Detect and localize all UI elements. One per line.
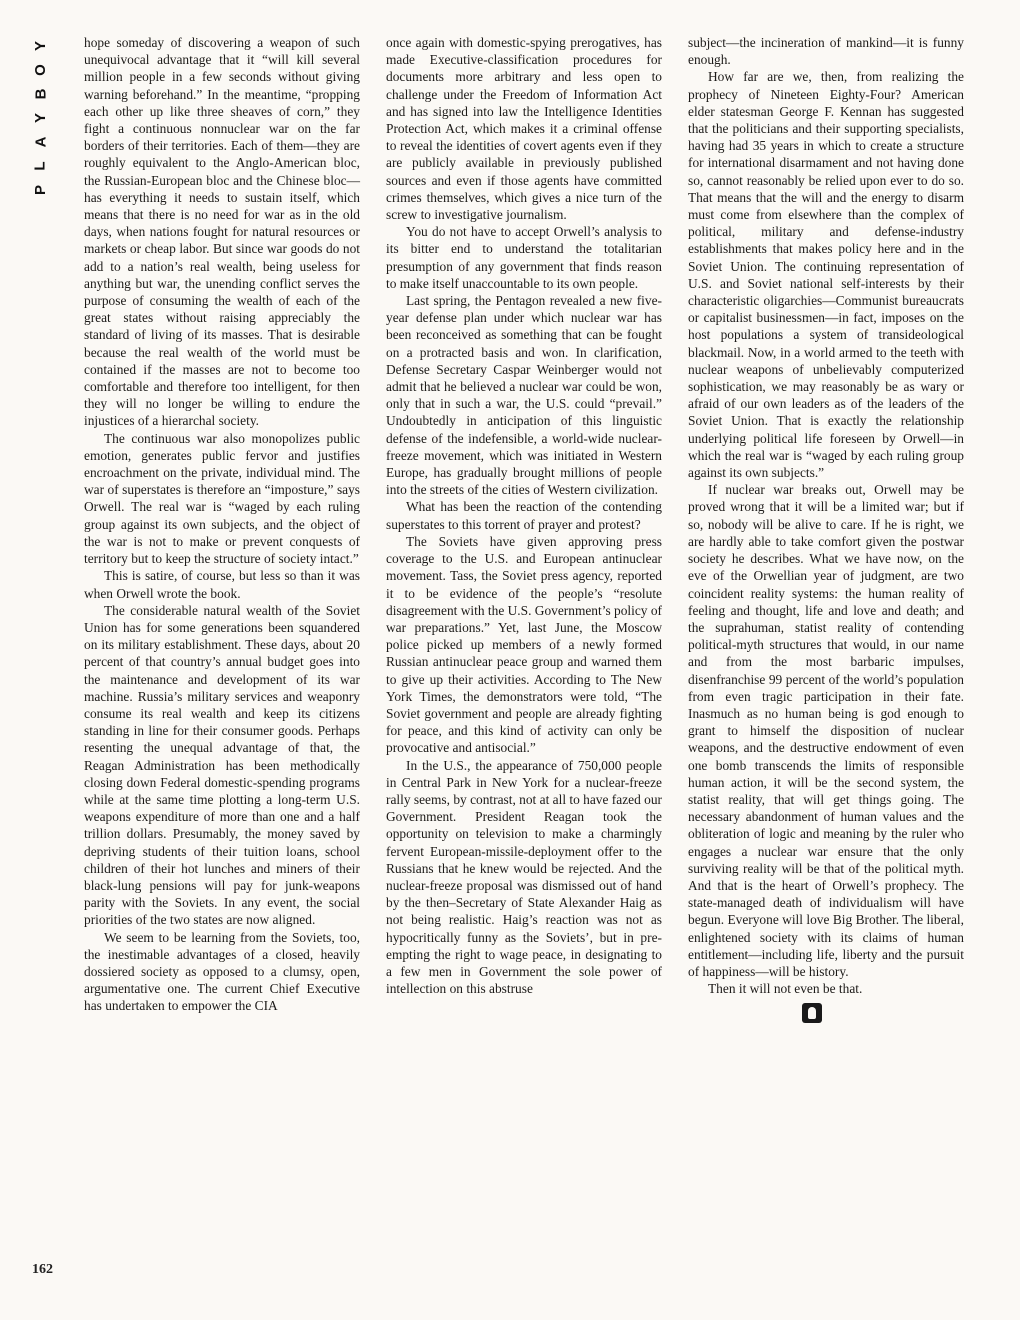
article-paragraph: subject—the incineration of mankind—it is funny enough. [688,35,964,68]
column-3 [688,34,964,1274]
article-paragraph: If nuclear war breaks out, Orwell may be proved wrong that it will be a limited war; but if so, nobody will be alive to care. If he is right, we are hardly able to take comfort given the postwar society he describes. What we have now, on the eve of the Orwellian year of judgment, are two coincident reality systems: the human reality of feeling and thought, life and love and death; and the suprahuman, statist reality of contending political-myth structures that would, in our name and from the most barbaric impulses, disenfranchise 99 percent of the world’s population from even tragic participation in their fate. Inasmuch as no human being is god enough to grant to himself the disposition of nuclear weapons, and the destructive endowment of even one bomb transcends the limits of responsible human action, it will be the second system, the statist reality, that will get things going. The necessary abandonment of human values and the obliteration of logic and meaning by the ruler who engages a nuclear war ensure that the only surviving reality will be that of the political myth. And that is the heart of Orwell’s prophecy. The state-managed death of individualism will have begun. Everyone will love Big Brother. The liberal, enlightened society with its claims of human entitlement—including life, liberty and the pursuit of happiness—will be history. [688,482,964,979]
article-paragraph: hope someday of discovering a weapon of such unequivocal advantage that it “will kill several million people in a few seconds without giving warning beforehand.” In the meantime, “propping each other up like three sheaves of corn,” they fight a continuous nonnuclear war on the far borders of their territories. Each of them—they are roughly equivalent to the Anglo-American bloc, the Russian-European bloc and the Chinese bloc—has everything it needs to sustain itself, which means that there is no need for war as in the old days, when nations fought for natural resources or markets or cheap labor. But since war goods do not add to a nation’s real wealth, being useless for anything but war, the unending conflict serves the purpose of consuming the wealth of each of the great states without raising appreciably the standard of living of its masses. That is desirable because the real wealth of the world must be contained if the masses are not to become too comfortable and therefore too intelligent, for then they will no longer be willing to endure the injustices of a hierarchal society. [84,35,360,429]
article-paragraph: once again with domestic-spying prerogatives, has made Executive-classification procedures for documents more arbitrary and less open to challenge under the Freedom of Information Act and has signed into law the Intelligence Identities Protection Act, which makes it a criminal offense to reveal the identities of covert agents even if they are publicly available in previously published sources and even if those agents have committed crimes themselves, which gives a nice turn of the screw to investigative journalism. [386,35,662,223]
column-2 [386,34,662,1274]
article-paragraph: The continuous war also monopolizes public emotion, generates public fervor and justifies encroachment on the private, individual mind. The war of superstates is therefore an “imposture,” says Orwell. The real war is “waged by each ruling group against its own subjects, and the object of the war is not to make or prevent conquests of territory but to keep the structure of society intact.” [84,430,360,567]
masthead-letter: P [31,184,49,196]
article-paragraph: The considerable natural wealth of the Soviet Union has for some generations been squandered on its military establishment. These days, about 20 percent of that country’s annual budget goes into the maintenance and development of its war machine. Russia’s military services and weaponry consume its real wealth and keep its citizens standing in line for their consumer goods. Perhaps resenting the unequal advantage of that, the Reagan Administration has been methodically closing down Federal domestic-spending programs while at the same time plotting a long-term U.S. weapons expenditure of more than one and a half trillion dollars. Presumably, the money saved by depriving students of their tuition loans, school children of their hot lunches and miners of their black-lung pensions will pay for junk-weapons parity with the Soviets. In any event, the social priorities of the two states are now aligned. [84,602,360,928]
article-paragraph: The Soviets have given approving press coverage to the U.S. and European antinuclear movement. Tass, the Soviet press agency, reported it to be evidence of the people’s “resolute disagreement with the U.S. Government’s policy of war preparations.” Yet, last June, the Moscow police picked up members of a newly formed Russian antinuclear peace group and warned them to give up their activities. According to The New York Times, the demonstrators were told, “The Soviet government and people are already fighting for peace, and this kind of activity can only be provocative and antisocial.” [386,533,662,756]
masthead-letter: Y [31,40,49,52]
page-number: 162 [32,1262,53,1277]
article-paragraph: Last spring, the Pentagon revealed a new five-year defense plan under which nuclear war has been reconceived as something that can be fought on a protracted basis and won. In clarification, Defense Secretary Caspar Weinberger would not admit that he believed a nuclear war could be won, only that in such a war, the U.S. could “prevail.” Undoubtedly in anticipation of this linguistic defense of the indefensible, a world-wide nuclear-freeze movement, which was initiated in Western Europe, has gradually brought millions of people into the streets of the cities of Western civilization. [386,293,662,498]
column-1 [84,34,360,1274]
masthead-letter: Y [31,112,49,124]
masthead-letter: A [32,136,49,148]
article-paragraph: We seem to be learning from the Soviets, too, the inestimable advantages of a closed, heavily dossiered society as opposed to a clumsy, open, argumentative one. The current Chief Executive has undertaken to empower the CIA [84,929,360,1014]
article-paragraph: In the U.S., the appearance of 750,000 people in Central Park in New York for a nuclear-freeze rally seems, by contrast, not at all to have fazed our Government. President Reagan took the opportunity on television to make a charmingly fervent European-missile-deployment offer to the Russians that he knew would be rejected. And the nuclear-freeze proposal was dismissed out of hand by the then–Secretary of State Alexander Haig as not being realistic. Haig’s reaction was not as hypocritically funny as the Soviets’, but in pre-empting the right to wage peace, in designating to a few men in Government the sole power of intellection on this abstruse [386,757,662,997]
article-paragraph: This is satire, of course, but less so than it was when Orwell wrote the book. [84,568,360,601]
masthead-letter: B [32,88,49,100]
masthead-letter: O [31,64,49,76]
article-paragraph: Then it will not even be that. [708,981,863,997]
end-mark-icon [802,1003,822,1023]
article-paragraph: You do not have to accept Orwell’s analysis to its bitter end to understand the totalitarian presumption of any government that finds reason to make itself unaccountable to its own people. [386,224,662,291]
masthead-letter: L [31,161,49,171]
article-columns [84,34,964,1274]
article-paragraph: What has been the reaction of the contending superstates to this torrent of prayer and protest? [386,499,662,532]
masthead-vertical [30,36,52,200]
article-paragraph: How far are we, then, from realizing the prophecy of Nineteen Eighty-Four? American elder statesman George F. Kennan has suggested that the politicians and their supporting specialists, having had 35 years in which to create a structure for international disarmament and not having done so, cannot reasonably be relied upon ever to do so. That means that the will and the energy to disarm must come from elsewhere than the complex of political, military and defense-industry establishments that makes policy here and in the Soviet Union. The continuing representation of U.S. and Soviet national self-interests by their characteristic oligarchies—Communist bureaucrats or capitalist businessmen—in fact, imposes on the host populations a system of transideological blackmail. Now, in a world armed to the teeth with nuclear weapons of unbelievably computerized sophistication, we may reasonably be as wary or afraid of our own leaders as of the leaders of the Soviet Union. That is exactly the relationship underlying political life foreseen by Orwell—in which the real war is “waged by each ruling group against its own subjects.” [688,69,964,481]
